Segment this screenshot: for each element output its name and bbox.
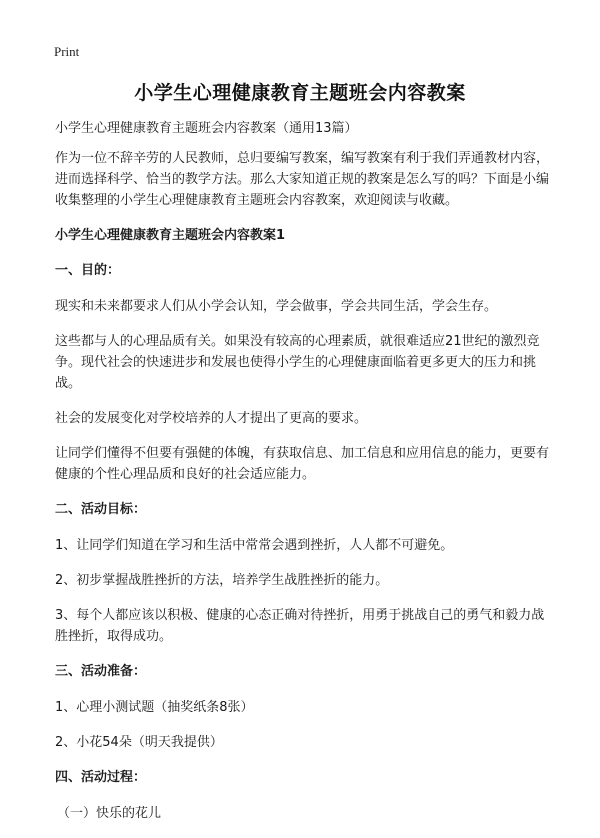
goals-paragraph: 现实和未来都要求人们从小学会认知，学会做事，学会共同生活，学会生存。 (55, 299, 498, 314)
targets-heading: 二、活动目标： (55, 502, 147, 517)
preparation-item: 1、心理小测试题（抽奖纸条8张） (55, 700, 254, 715)
targets-item: 3、每个人都应该以积极、健康的心态正确对待挫折，用勇于挑战自己的勇气和毅力战胜挫折，取得成功。 (55, 608, 545, 644)
preparation-heading: 三、活动准备： (55, 664, 147, 679)
goals-heading: 一、目的： (55, 263, 121, 278)
preparation-item: 2、小花54朵（明天我提供） (55, 735, 223, 750)
targets-item: 1、让同学们知道在学习和生活中常常会遇到挫折，人人都不可避免。 (55, 538, 454, 553)
document-title: 小学生心理健康教育主题班会内容教案 (134, 82, 466, 104)
section-title: 小学生心理健康教育主题班会内容教案1 (55, 228, 286, 243)
print-label[interactable]: Print (54, 44, 80, 59)
process-heading: 四、活动过程： (55, 770, 147, 785)
goals-paragraph: 让同学们懂得不但要有强健的体魄，有获取信息、加工信息和应用信息的能力，更要有健康的个性心理品质和良好的社会适应能力。 (55, 446, 550, 482)
goals-paragraph: 社会的发展变化对学校培养的人才提出了更高的要求。 (55, 411, 368, 426)
intro-paragraph: 作为一位不辞辛劳的人民教师，总归要编写教案，编写教案有利于我们弄通教材内容，进而选择科学、恰当的教学方法。那么大家知道正规的教案是怎么写的吗？下面是小编收集整理的小学生心理健康教育主题班会内容教案，欢迎阅读与收藏。 (55, 151, 550, 208)
goals-paragraph: 这些都与人的心理品质有关。如果没有较高的心理素质，就很难适应21世纪的激烈竞争。现代社会的快速进步和发展也使得小学生的心理健康面临着更多更大的压力和挑战。 (55, 334, 540, 391)
targets-item: 2、初步掌握战胜挫折的方法，培养学生战胜挫折的能力。 (55, 573, 389, 588)
document-subtitle: 小学生心理健康教育主题班会内容教案（通用13篇） (55, 121, 358, 136)
document-body (55, 118, 555, 838)
process-item: （一）快乐的花儿 (57, 806, 162, 821)
